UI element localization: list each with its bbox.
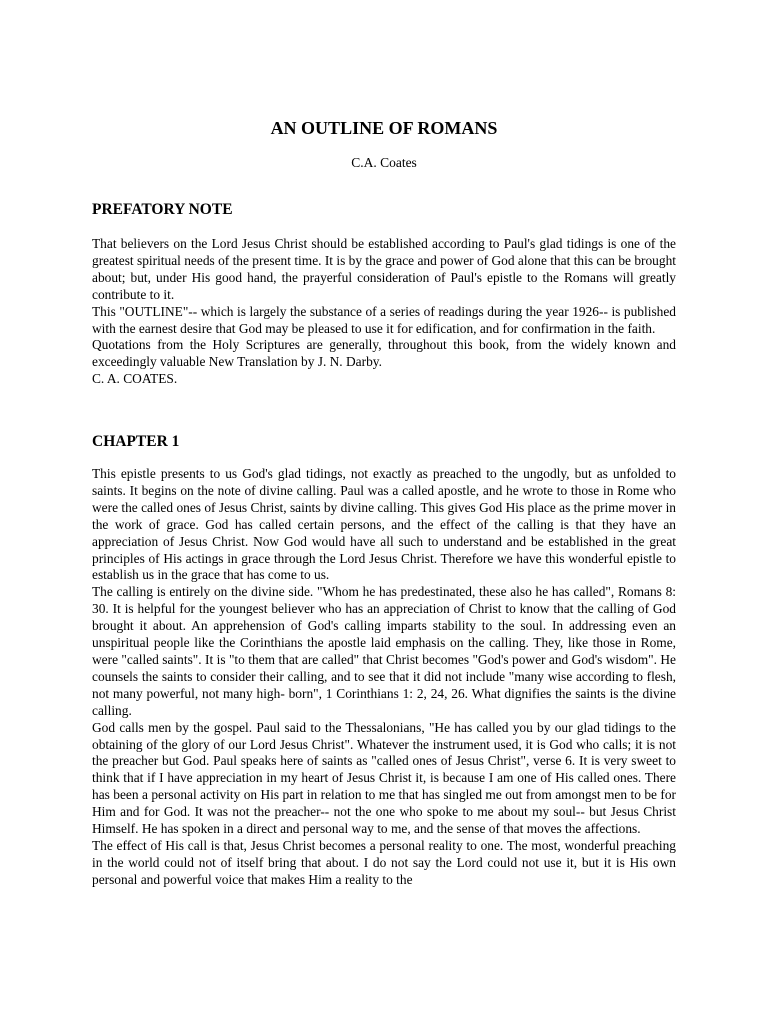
prefatory-note-body: [92, 236, 676, 388]
prefatory-paragraph: Quotations from the Holy Scriptures are generally, throughout this book, from the widely known and exceedingly valuable New Translation by J. N. Darby.: [92, 337, 676, 370]
document-title: AN OUTLINE OF ROMANS: [270, 118, 498, 138]
chapter-1-heading: CHAPTER 1: [92, 433, 180, 450]
chapter-1-body: [92, 466, 676, 889]
prefatory-paragraph: That believers on the Lord Jesus Christ should be established according to Paul's glad tidings is one of the greatest spiritual needs of the present time. It is by the grace and power of God alone that this can be brought about; but, under His good hand, the prayerful consideration of Paul's epistle to the Romans will greatly contribute to it.: [92, 236, 676, 302]
prefatory-signature: C. A. COATES.: [92, 371, 178, 387]
prefatory-paragraph: This "OUTLINE"-- which is largely the substance of a series of readings during the year 1926-- is published with the earnest desire that God may be pleased to use it for edification, and for confirmation in the faith.: [92, 303, 676, 336]
chapter-paragraph: The effect of His call is that, Jesus Christ becomes a personal reality to one. The most, wonderful preaching in the world could not of itself bring that about. I do not say the Lord could not use it, but it is His own personal and powerful voice that makes Him a reality to the: [92, 837, 676, 887]
chapter-paragraph: God calls men by the gospel. Paul said to the Thessalonians, "He has called you by our glad tidings to the obtaining of the glory of our Lord Jesus Christ". Whatever the instrument used, it is God who calls; it is not the preacher but God. Paul speaks here of saints as "called ones of Jesus Christ", verse 6. It is very sweet to think that if I have appreciation in my heart of Jesus Christ it, is because I am one of His called ones. There has been a personal activity on His part in relation to me that has singled me out from amongst men to be for Him and for God. It was not the preacher-- not the one who spoke to me about my soul-- but Jesus Christ Himself. He has spoken in a direct and personal way to me, and the sense of that moves the affections.: [92, 719, 676, 837]
document-author: C.A. Coates: [351, 155, 417, 170]
chapter-paragraph: This epistle presents to us God's glad tidings, not exactly as preached to the ungodly, but as unfolded to saints. It begins on the note of divine calling. Paul was a called apostle, and he wrote to those in Rome who were the called ones of Jesus Christ, saints by divine calling. This gives God His place as the prime mover in the work of grace. God has called certain persons, and the effect of the calling is that they have an appreciation of Jesus Christ. Now God would have all such to understand and be established in the great principles of His actings in grace through the Lord Jesus Christ. Therefore we have this wonderful epistle to establish us in the grace that has come to us.: [92, 466, 676, 583]
chapter-paragraph: The calling is entirely on the divine side. "Whom he has predestinated, these also he has called", Romans 8: 30. It is helpful for the youngest believer who has an appreciation of Christ to know that the calling of God brought it about. An apprehension of God's calling imparts stability to the soul. In addressing even an unspiritual people like the Corinthians the apostle laid emphasis on the calling. They, like those in Rome, were "called saints". It is "to them that are called" that Christ becomes "God's power and God's wisdom". He counsels the saints to consider their calling, and to see that it did not include "many wise according to flesh, not many powerful, not many high- born", 1 Corinthians 1: 2, 24, 26. What dignifies the saints is the divine calling.: [92, 584, 676, 718]
prefatory-note-heading: PREFATORY NOTE: [92, 201, 233, 218]
